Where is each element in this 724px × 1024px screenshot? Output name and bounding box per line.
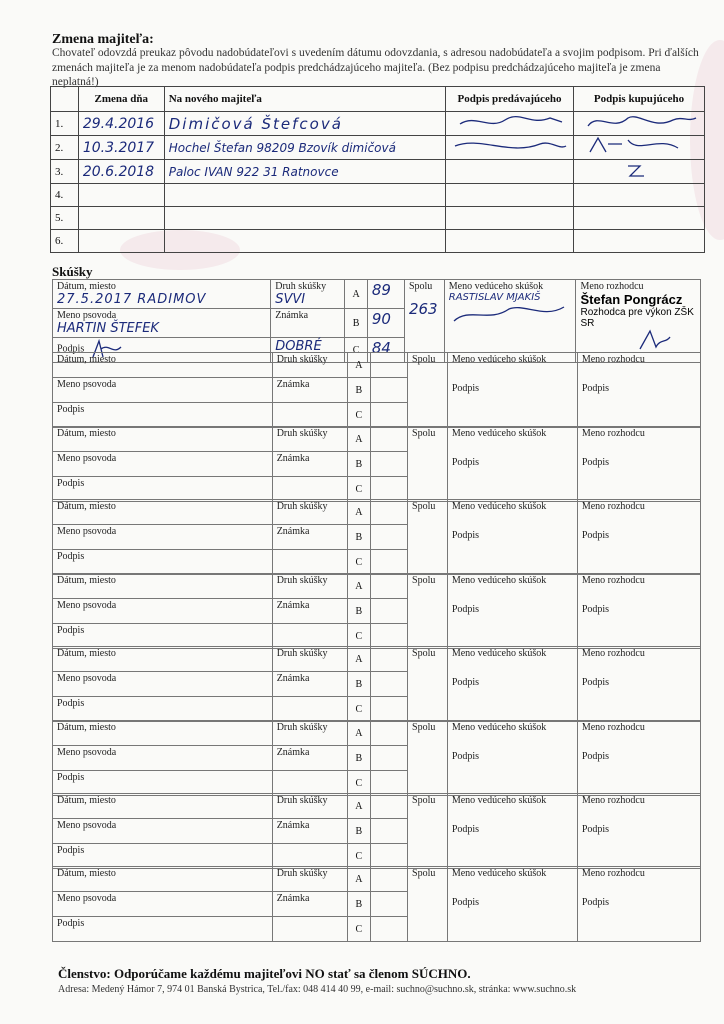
owner-row-number: 5. <box>51 207 79 230</box>
leader-label: Meno vedúceho skúšok <box>451 575 547 586</box>
leader-signature-label: Podpis <box>451 530 480 541</box>
exam-grade-cell <box>272 892 347 917</box>
exam-grade-cell <box>271 309 345 338</box>
owner-row-number: 6. <box>51 230 79 253</box>
date-place-label: Dátum, miesto <box>57 281 116 292</box>
score-c-value <box>370 917 407 942</box>
owner-row <box>51 230 705 253</box>
exam-type-cell <box>272 574 347 599</box>
score-a-value <box>370 794 407 819</box>
leader-label: Meno vedúceho skúšok <box>448 281 544 292</box>
total-label: Spolu <box>412 428 436 439</box>
exam-signature-cell <box>53 624 273 649</box>
total-cell <box>408 427 448 502</box>
score-a-label: A <box>347 353 370 378</box>
signature-label: Podpis <box>57 625 85 636</box>
score-a-label: A <box>347 721 370 746</box>
handler-value: HARTIN ŠTEFEK <box>57 321 159 336</box>
owner-row-buyer-signature <box>574 136 705 160</box>
exam-grade-value-cell <box>272 917 347 942</box>
exam-grade-value-cell <box>272 624 347 649</box>
owner-row-new-owner <box>164 184 445 207</box>
date-place-label: Dátum, miesto <box>57 501 116 512</box>
exam-type-label: Druh skúšky <box>275 281 327 292</box>
judge-cell <box>577 721 700 796</box>
leader-cell <box>447 574 577 649</box>
exam-block-5 <box>52 573 701 649</box>
buyer-signature-1 <box>578 112 699 132</box>
judge-signature-label: Podpis <box>581 604 610 615</box>
score-b-value <box>370 525 407 550</box>
owner-row-buyer-signature <box>574 160 705 184</box>
exam-grade-cell <box>272 378 347 403</box>
score-b-label: B <box>347 819 370 844</box>
exam-date-place-value: 27.5.2017 RADIMOV <box>57 292 207 307</box>
handler-label: Meno psovoda <box>57 747 117 758</box>
owner-row-seller-signature <box>446 112 574 136</box>
score-a-value <box>370 353 407 378</box>
score-c-label: C <box>347 771 370 796</box>
judge-label: Meno rozhodcu <box>580 281 644 292</box>
total-cell <box>408 867 448 942</box>
score-c-value <box>370 403 407 428</box>
exam-date-place-cell <box>53 867 273 892</box>
exam-date-place-cell <box>53 721 273 746</box>
score-a-label: A <box>347 794 370 819</box>
score-b-label: B <box>345 309 367 338</box>
owner-row-seller-signature <box>446 160 574 184</box>
exam-signature-cell <box>53 403 273 428</box>
leader-label: Meno vedúceho skúšok <box>451 501 547 512</box>
score-c-label: C <box>347 403 370 428</box>
signature-label: Podpis <box>57 404 85 415</box>
exam-grade-cell <box>272 819 347 844</box>
judge-label: Meno rozhodcu <box>581 868 645 879</box>
judge-signature-label: Podpis <box>581 751 610 762</box>
leader-signature-label: Podpis <box>451 677 480 688</box>
exam-grade-value-cell <box>272 697 347 722</box>
judge-role: Rozhodca pre výkon ZŠK SR <box>580 307 694 329</box>
owner-row-number: 3. <box>51 160 79 184</box>
total-cell <box>408 721 448 796</box>
total-cell <box>408 647 448 722</box>
judge-signature-label: Podpis <box>581 457 610 468</box>
exam-block-3 <box>52 426 701 502</box>
grade-label: Známka <box>276 526 310 537</box>
leader-signature-label: Podpis <box>451 897 480 908</box>
owner-row-buyer-signature <box>574 112 705 136</box>
total-cell <box>404 280 444 363</box>
score-a-label: A <box>347 500 370 525</box>
leader-signature-label: Podpis <box>451 383 480 394</box>
score-a-label: A <box>347 427 370 452</box>
score-b-value <box>370 672 407 697</box>
owner-row-new-owner: Dimičová Štefcová <box>164 112 445 136</box>
score-b-value <box>370 819 407 844</box>
total-cell <box>408 794 448 869</box>
score-a-value <box>370 500 407 525</box>
score-b-value <box>370 378 407 403</box>
score-a-value <box>370 427 407 452</box>
judge-signature-label: Podpis <box>581 530 610 541</box>
owner-row <box>51 136 705 160</box>
exam-handler-cell <box>53 672 273 697</box>
score-a-label: A <box>347 574 370 599</box>
exam-block-1 <box>52 279 701 363</box>
owner-row-number: 1. <box>51 112 79 136</box>
score-b-value <box>370 746 407 771</box>
judge-signature <box>580 329 690 351</box>
judge-cell <box>577 427 700 502</box>
score-a-label: A <box>347 647 370 672</box>
leader-label: Meno vedúceho skúšok <box>451 795 547 806</box>
date-place-label: Dátum, miesto <box>57 648 116 659</box>
judge-cell <box>577 500 700 575</box>
leader-value: RASTISLAV MJAKIŠ <box>448 292 541 303</box>
exam-signature-cell <box>53 917 273 942</box>
exam-grade-cell <box>272 599 347 624</box>
owner-row-seller-signature <box>446 230 574 253</box>
exam-grade-cell <box>272 746 347 771</box>
owner-row-buyer-signature <box>574 184 705 207</box>
owner-row-date <box>78 230 164 253</box>
judge-signature-label: Podpis <box>581 897 610 908</box>
leader-cell <box>447 647 577 722</box>
exam-grade-value-cell <box>272 771 347 796</box>
leader-cell <box>447 867 577 942</box>
handler-label: Meno psovoda <box>57 673 117 684</box>
owner-row-seller-signature <box>446 136 574 160</box>
total-label: Spolu <box>412 795 436 806</box>
exam-signature-cell <box>53 844 273 869</box>
leader-signature-label: Podpis <box>451 457 480 468</box>
owner-row-new-owner: Hochel Štefan 98209 Bzovík dimičová <box>164 136 445 160</box>
score-c-label: C <box>347 624 370 649</box>
judge-label: Meno rozhodcu <box>581 575 645 586</box>
exam-handler-cell <box>53 525 273 550</box>
leader-label: Meno vedúceho skúšok <box>451 428 547 439</box>
exam-type-label: Druh skúšky <box>276 648 328 659</box>
exam-signature-cell <box>53 697 273 722</box>
leader-label: Meno vedúceho skúšok <box>451 868 547 879</box>
score-a-value <box>370 574 407 599</box>
exam-handler-cell <box>53 746 273 771</box>
handler-label: Meno psovoda <box>57 600 117 611</box>
judge-label: Meno rozhodcu <box>581 795 645 806</box>
score-b-label: B <box>347 599 370 624</box>
score-b-label: B <box>347 672 370 697</box>
owner-header-date: Zmena dňa <box>78 87 164 112</box>
owner-change-table <box>50 86 705 253</box>
leader-cell <box>447 500 577 575</box>
leader-cell <box>447 721 577 796</box>
score-b-value: 90 <box>367 309 404 338</box>
score-b-label: B <box>347 892 370 917</box>
owner-row-buyer-signature <box>574 230 705 253</box>
date-place-label: Dátum, miesto <box>57 575 116 586</box>
exam-date-place-cell <box>53 574 273 599</box>
grade-label: Známka <box>275 310 309 321</box>
judge-cell <box>576 280 701 363</box>
score-c-value <box>370 477 407 502</box>
exam-type-label: Druh skúšky <box>276 428 328 439</box>
judge-signature-label: Podpis <box>581 677 610 688</box>
owner-header-buyer-signature: Podpis kupujúceho <box>574 87 705 112</box>
owner-row-new-owner: Paloc IVAN 922 31 Ratnovce <box>164 160 445 184</box>
leader-signature-label: Podpis <box>451 824 480 835</box>
exam-block-7 <box>52 720 701 796</box>
score-b-value <box>370 892 407 917</box>
handler-label: Meno psovoda <box>57 310 117 321</box>
score-c-value <box>370 624 407 649</box>
owner-row-date: 20.6.2018 <box>78 160 164 184</box>
exam-grade-value-cell <box>272 844 347 869</box>
score-b-label: B <box>347 452 370 477</box>
score-a-value <box>370 647 407 672</box>
leader-label: Meno vedúceho skúšok <box>451 354 547 365</box>
exam-handler-cell <box>53 452 273 477</box>
exam-type-cell <box>272 353 347 378</box>
judge-signature-label: Podpis <box>581 383 610 394</box>
total-label: Spolu <box>412 722 436 733</box>
exam-type-cell <box>272 794 347 819</box>
handler-label: Meno psovoda <box>57 379 117 390</box>
owner-row-date: 10.3.2017 <box>78 136 164 160</box>
score-c-value <box>370 697 407 722</box>
total-cell <box>408 353 448 428</box>
address-line: Adresa: Medený Hámor 7, 974 01 Banská Bystrica, Tel./fax: 048 414 40 99, e-mail: suchno@suchno.sk, stránka: www.suchno.sk <box>58 984 577 995</box>
leader-cell <box>447 794 577 869</box>
exams-title: Skúšky <box>52 264 93 279</box>
exam-date-place-cell <box>53 427 273 452</box>
exam-type-value: SVVI <box>275 292 306 307</box>
membership-note: Členstvo: Odporúčame každému majiteľovi NO stať sa členom SÚCHNO. <box>58 966 471 981</box>
judge-cell <box>577 867 700 942</box>
score-c-label: C <box>347 477 370 502</box>
owner-row-new-owner <box>164 207 445 230</box>
judge-label: Meno rozhodcu <box>581 722 645 733</box>
date-place-label: Dátum, miesto <box>57 428 116 439</box>
exam-date-place-cell <box>53 647 273 672</box>
owner-row-date: 29.4.2016 <box>78 112 164 136</box>
total-label: Spolu <box>408 281 433 292</box>
owner-row <box>51 184 705 207</box>
judge-label: Meno rozhodcu <box>581 648 645 659</box>
exam-type-label: Druh skúšky <box>276 354 328 365</box>
grade-label: Známka <box>276 600 310 611</box>
judge-name: Štefan Pongrácz <box>580 292 683 307</box>
grade-label: Známka <box>276 673 310 684</box>
owner-row-buyer-signature <box>574 207 705 230</box>
grade-label: Známka <box>276 893 310 904</box>
owner-row-date <box>78 184 164 207</box>
exam-type-cell <box>271 280 345 309</box>
owner-row-seller-signature <box>446 207 574 230</box>
exam-block-9 <box>52 866 701 942</box>
exam-grade-cell <box>272 672 347 697</box>
owner-change-instructions: Chovateľ odovzdá preukaz pôvodu nadobúdateľovi s uvedením dátumu odovzdania, s adresou nadobúdateľa a svojim podpisom. Pri ďalších zmenách majiteľa je za menom nadobúdateľa podpis predchádzajúceho majiteľa. (Bez podpisu predchádzajúceho majiteľa je zmena neplatná!) <box>52 47 699 88</box>
score-c-value <box>370 550 407 575</box>
score-c-label: C <box>347 550 370 575</box>
score-c-label: C <box>347 697 370 722</box>
grade-value: DOBRÉ <box>275 339 322 354</box>
signature-label: Podpis <box>57 845 85 856</box>
exam-handler-cell <box>53 378 273 403</box>
judge-signature-label: Podpis <box>581 824 610 835</box>
judge-cell <box>577 353 700 428</box>
score-a-value <box>370 867 407 892</box>
exam-signature-cell <box>53 550 273 575</box>
exam-type-label: Druh skúšky <box>276 501 328 512</box>
exam-grade-value-cell <box>272 550 347 575</box>
exam-type-cell <box>272 721 347 746</box>
exam-type-label: Druh skúšky <box>276 795 328 806</box>
owner-row-number: 4. <box>51 184 79 207</box>
exam-grade-cell <box>272 525 347 550</box>
exam-type-label: Druh skúšky <box>276 868 328 879</box>
judge-label: Meno rozhodcu <box>581 501 645 512</box>
total-label: Spolu <box>412 868 436 879</box>
judge-cell <box>577 647 700 722</box>
signature-label: Podpis <box>57 918 85 929</box>
leader-cell <box>444 280 576 363</box>
owner-row-number: 2. <box>51 136 79 160</box>
judge-label: Meno rozhodcu <box>581 428 645 439</box>
exam-date-place-cell <box>53 353 273 378</box>
exam-type-cell <box>272 647 347 672</box>
owner-row <box>51 112 705 136</box>
leader-signature-label: Podpis <box>451 604 480 615</box>
handler-label: Meno psovoda <box>57 453 117 464</box>
signature-label: Podpis <box>57 478 85 489</box>
leader-signature-label: Podpis <box>451 751 480 762</box>
signature-label: Podpis <box>57 343 85 355</box>
owner-row <box>51 160 705 184</box>
exam-date-place-cell <box>53 280 271 309</box>
total-label: Spolu <box>412 501 436 512</box>
handler-label: Meno psovoda <box>57 820 117 831</box>
exam-block-6 <box>52 646 701 722</box>
owner-row <box>51 207 705 230</box>
judge-cell <box>577 794 700 869</box>
grade-label: Známka <box>276 747 310 758</box>
seller-signature-1 <box>450 112 568 132</box>
score-a-value: 89 <box>367 280 404 309</box>
date-place-label: Dátum, miesto <box>57 722 116 733</box>
exam-type-cell <box>272 867 347 892</box>
owner-header-new-owner: Na nového majiteľa <box>164 87 445 112</box>
exam-date-place-cell <box>53 794 273 819</box>
buyer-signature-2 <box>578 136 699 156</box>
leader-cell <box>447 353 577 428</box>
exam-grade-value-cell <box>272 403 347 428</box>
total-label: Spolu <box>412 575 436 586</box>
buyer-signature-3 <box>578 160 699 180</box>
handler-label: Meno psovoda <box>57 893 117 904</box>
score-c-value: 84 <box>367 338 404 363</box>
exam-block-8 <box>52 793 701 869</box>
score-a-label: A <box>345 280 367 309</box>
score-c-label: C <box>347 844 370 869</box>
leader-label: Meno vedúceho skúšok <box>451 648 547 659</box>
score-b-label: B <box>347 525 370 550</box>
exam-signature-cell <box>53 477 273 502</box>
owner-row-date <box>78 207 164 230</box>
exam-handler-cell <box>53 819 273 844</box>
total-label: Spolu <box>412 648 436 659</box>
seller-signature-2 <box>450 136 568 156</box>
score-c-label: C <box>345 338 367 363</box>
leader-label: Meno vedúceho skúšok <box>451 722 547 733</box>
leader-cell <box>447 427 577 502</box>
owner-table-header <box>51 87 705 112</box>
score-a-value <box>370 721 407 746</box>
exam-block-2 <box>52 352 701 428</box>
exam-grade-value-cell <box>272 477 347 502</box>
exam-type-label: Druh skúšky <box>276 575 328 586</box>
score-c-label: C <box>347 917 370 942</box>
owner-row-seller-signature <box>446 184 574 207</box>
date-place-label: Dátum, miesto <box>57 795 116 806</box>
score-a-label: A <box>347 867 370 892</box>
handler-label: Meno psovoda <box>57 526 117 537</box>
score-b-label: B <box>347 746 370 771</box>
total-label: Spolu <box>412 354 436 365</box>
exam-type-cell <box>272 500 347 525</box>
exam-handler-cell <box>53 309 271 338</box>
grade-label: Známka <box>276 453 310 464</box>
exam-handler-cell <box>53 599 273 624</box>
total-cell <box>408 500 448 575</box>
exam-date-place-cell <box>53 500 273 525</box>
signature-label: Podpis <box>57 698 85 709</box>
grade-label: Známka <box>276 820 310 831</box>
exam-type-label: Druh skúšky <box>276 722 328 733</box>
exam-block-4 <box>52 499 701 575</box>
score-c-value <box>370 771 407 796</box>
date-place-label: Dátum, miesto <box>57 354 116 365</box>
score-b-value <box>370 599 407 624</box>
score-b-label: B <box>347 378 370 403</box>
signature-label: Podpis <box>57 772 85 783</box>
leader-signature <box>449 303 569 325</box>
grade-label: Známka <box>276 379 310 390</box>
exam-handler-cell <box>53 892 273 917</box>
exam-grade-cell <box>272 452 347 477</box>
total-value: 263 <box>408 300 438 318</box>
owner-header-seller-signature: Podpis predávajúceho <box>446 87 574 112</box>
exam-signature-cell <box>53 771 273 796</box>
score-c-value <box>370 844 407 869</box>
owner-row-new-owner <box>164 230 445 253</box>
score-b-value <box>370 452 407 477</box>
date-place-label: Dátum, miesto <box>57 868 116 879</box>
exam-type-cell <box>272 427 347 452</box>
judge-cell <box>577 574 700 649</box>
owner-header-number <box>51 87 79 112</box>
judge-label: Meno rozhodcu <box>581 354 645 365</box>
total-cell <box>408 574 448 649</box>
owner-change-title: Zmena majiteľa: <box>52 32 154 47</box>
signature-label: Podpis <box>57 551 85 562</box>
